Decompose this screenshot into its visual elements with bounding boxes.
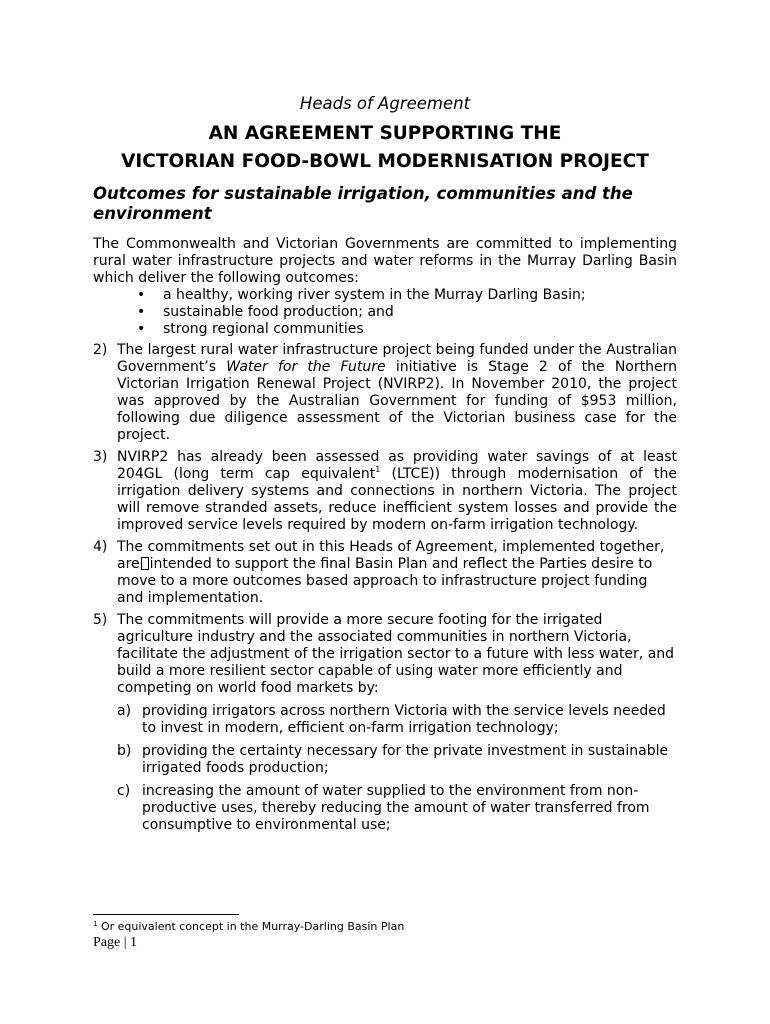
- outcomes-list: [93, 287, 677, 338]
- clause-number: 3): [93, 449, 108, 465]
- footnote-separator: [93, 914, 239, 915]
- numbered-clauses: [93, 342, 677, 834]
- sub-clause-a: a) providing irrigators across northern Victoria with the service levels needed to invest in modern, efficient on-farm irrigation technology;: [117, 703, 666, 736]
- document-title-line-1: AN AGREEMENT SUPPORTING THE: [208, 123, 562, 144]
- outcome-text: a healthy, working river system in the Murray Darling Basin;: [163, 287, 586, 303]
- bullet-icon: •: [137, 321, 146, 337]
- sub-clause-c: c) increasing the amount of water supplied to the environment from non-productive uses, thereby reducing the amount of water transferred from consumptive to environmental use;: [117, 783, 650, 833]
- document-subtitle: Heads of Agreement: [299, 94, 471, 113]
- sub-clause-letter: a): [117, 703, 132, 719]
- footnote-number: 1: [93, 920, 98, 928]
- outcome-item: [137, 321, 677, 338]
- clause-2: 2) The largest rural water infrastructure project being funded under the Australian Government’s Water for the Future initiative is Stage 2 of the Northern Victorian Irrigation Renewal Project (NVIRP2). In November 2010, the project was approved by the Australian Government for funding of $953 million, following due diligence assessment of the Victorian business case for the project.: [93, 342, 677, 443]
- clause-number: 4): [93, 539, 108, 555]
- clause-4: 4) The commitments set out in this Heads of Agreement, implemented together, are intended to support the final Basin Plan and reflect the Parties desire to move to a more outcomes based approach to infrastructure project funding and implementation.: [93, 539, 665, 606]
- footnote-text: Or equivalent concept in the Murray-Darling Basin Plan: [97, 920, 405, 933]
- sub-clause-b: b) providing the certainty necessary for the private investment in sustainable irrigated foods production;: [117, 743, 669, 776]
- outcome-text: sustainable food production; and: [163, 304, 394, 320]
- document-body: [93, 236, 677, 834]
- sub-clauses: [117, 703, 677, 834]
- document-title-line-2: VICTORIAN FOOD-BOWL MODERNISATION PROJECT: [121, 151, 649, 172]
- program-name: Water for the Future: [226, 359, 386, 375]
- outcome-item: [137, 304, 677, 321]
- sub-clause-letter: c): [117, 783, 131, 799]
- page-number: Page | 1: [93, 935, 138, 950]
- document-page: [93, 94, 677, 840]
- clause-number: 2): [93, 342, 108, 358]
- intro-paragraph: The Commonwealth and Victorian Governments are committed to implementing rural water infrastructure projects and water reforms in the Murray Darling Basin which deliver the following outcomes:: [93, 236, 677, 286]
- clause-3: 3) NVIRP2 has already been assessed as providing water savings of at least 204GL (long term cap equivalent$^1$ (LTCE)) through modernisation of the irrigation delivery systems and connections in northern Victoria. The project will remove stranded assets, reduce inefficient system losses and provide the improved service levels required by modern on-farm irrigation technology.: [93, 449, 677, 533]
- clause-number: 5): [93, 612, 108, 628]
- outcome-item: [137, 287, 677, 304]
- footnote: [93, 920, 404, 934]
- outcome-text: strong regional communities: [163, 321, 364, 337]
- bullet-icon: •: [137, 287, 146, 303]
- bullet-icon: •: [137, 304, 146, 320]
- sub-clause-letter: b): [117, 743, 132, 759]
- section-heading: Outcomes for sustainable irrigation, communities and the environment: [93, 184, 633, 223]
- footnote-reference[interactable]: 1: [375, 465, 381, 474]
- clause-5: 5) The commitments will provide a more secure footing for the irrigated agriculture industry and the associated communities in northern Victoria, facilitate the adjustment of the irrigation sector to a future with less water, and build a more resilient sector capable of using water more efficiently and competing on world food markets by: a) providing irrigators across northern Victoria with the service levels needed to invest in modern, efficient on-farm irrigation technology; b) providing the certainty necessary for the private investment in sustainable irrigated foods production; c) increasing the amount of water supplied to the environment from non-productive uses, thereby reducing the amount of water transferred from consumptive to environmental use;: [93, 612, 677, 834]
- missing-glyph-box: [141, 557, 149, 570]
